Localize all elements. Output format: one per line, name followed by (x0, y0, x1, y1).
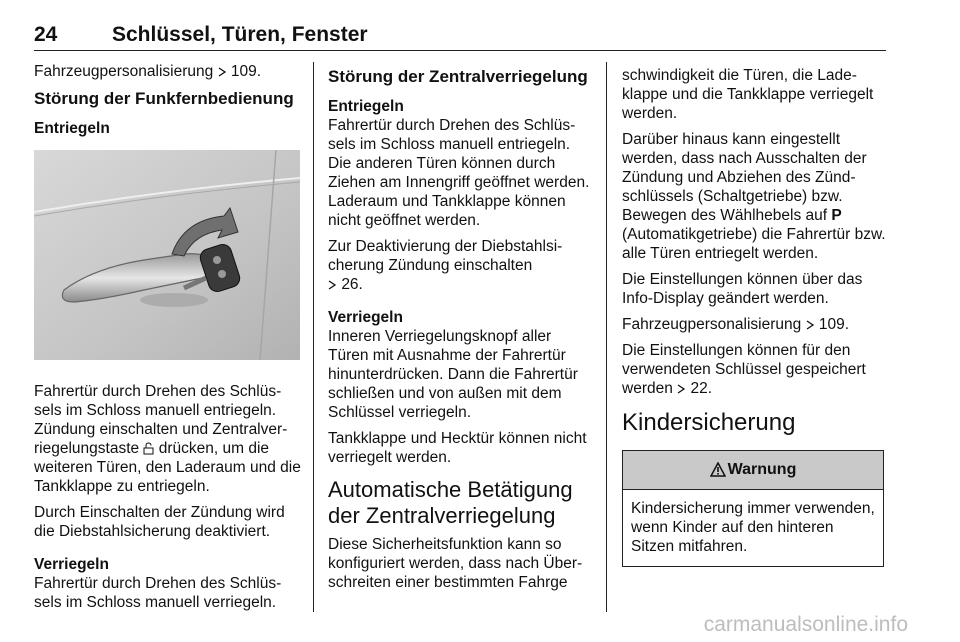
paragraph-auto-unlock: Darüber hinaus kann eingestellt werden, dass nach Ausschalten der Zündung und Abziehen des Zündschlüssels (Schaltgetriebe) bzw. Bewegen des Wählhebels auf P (Automatikgetriebe) die Fahrertür bzw. alle Türen entriegelt werden. (622, 131, 886, 262)
column-divider (606, 62, 607, 612)
paragraph-deactivate-anti-theft: Zur Deaktivierung der Diebstahlsicherung Zündung einschalten 26. (328, 238, 563, 293)
page-ref-arrow-icon (677, 384, 686, 394)
paragraph-speed-lock: schwindigkeit die Türen, die Ladeklappe und die Tankklappe verriegelt werden. (622, 67, 874, 122)
intro-paragraph: Fahrzeugpersonalisierung 109. (34, 63, 262, 80)
page-ref-arrow-icon (806, 320, 815, 330)
warning-label: Warnung (727, 461, 797, 478)
chapter-title: Schlüssel, Türen, Fenster (112, 23, 368, 46)
subheading-unlock: Entriegeln (34, 120, 110, 137)
page-number: 24 (34, 23, 58, 46)
subheading-lock: Verriegeln (328, 309, 403, 326)
subheading-unlock: Entriegeln (328, 98, 404, 115)
door-handle-key-illustration (34, 150, 300, 360)
column-2 (328, 62, 592, 599)
paragraph-key-memory: Die Einstellungen können für den verwendeten Schlüssel gespeichert werden 22. (622, 342, 866, 397)
warning-text: Kindersicherung immer verwenden, wenn Kinder auf den hinteren Sitzen mitfahren. (631, 500, 875, 555)
section-title-child-lock: Kindersicherung (622, 409, 796, 436)
gear-p-label: P (831, 207, 842, 224)
warning-triangle-icon (710, 462, 726, 477)
page-ref-link[interactable]: 109. (818, 316, 850, 333)
paragraph-fuel-flap: Tankklappe und Hecktür können nicht verriegelt werden. (328, 430, 587, 466)
paragraph-personalisation: Fahrzeugpersonalisierung 109. (622, 316, 850, 333)
page-ref-arrow-icon (218, 67, 227, 77)
page-ref-link[interactable]: 26. (341, 276, 363, 293)
paragraph-unlock-manual: Fahrertür durch Drehen des Schlüssels im Schloss manuell entriegeln. Die anderen Türen können durch Ziehen am Innengriff geöffnet werden. Laderaum und Tankklappe können nicht geöffnet werden. (328, 117, 590, 229)
section-title-automatic-locking: Automatische Betätigung der Zentralverriegelung (328, 477, 573, 528)
page-ref-link[interactable]: 109. (230, 63, 262, 80)
unlock-button-icon (143, 442, 154, 455)
paragraph-auto-lock: Diese Sicherheitsfunktion kann so konfiguriert werden, dass nach Überschreiten einer bestimmten Fahrge (328, 536, 583, 591)
subheading-lock: Verriegeln (34, 556, 109, 573)
paragraph-lock-remote: Fahrertür durch Drehen des Schlüssels im Schloss manuell verriegeln. (34, 575, 282, 611)
paragraph-anti-theft: Durch Einschalten der Zündung wird die Diebstahlsicherung deaktiviert. (34, 504, 285, 540)
column-3 (622, 62, 890, 567)
page-header (34, 22, 886, 51)
warning-header (623, 451, 883, 490)
page-ref-arrow-icon (328, 280, 337, 290)
section-title-central-lock-failure: Störung der Zentralverriegelung (328, 67, 588, 86)
paragraph-lock-manual: Inneren Verriegelungsknopf aller Türen mit Ausnahme der Fahrertür hinunterdrücken. Dann die Fahrertür schließen und von außen mit dem Schlüssel verriegeln. (328, 328, 578, 421)
section-title-remote-failure: Störung der Funkfernbedienung (34, 89, 294, 108)
warning-box (622, 450, 884, 567)
page-ref-link[interactable]: 22. (690, 380, 713, 397)
watermark: carmanualsonline.info (703, 613, 908, 636)
paragraph-info-display: Die Einstellungen können über das Info-Display geändert werden. (622, 271, 863, 307)
column-1 (34, 62, 302, 619)
paragraph-unlock-remote: Fahrertür durch Drehen des Schlüssels im Schloss manuell entriegeln. Zündung einschalten und Zentralverriegelungstaste drücken, um die weiteren Türen, den Laderaum und die Tankklappe zu entriegeln. (34, 383, 301, 495)
column-divider (313, 62, 314, 612)
